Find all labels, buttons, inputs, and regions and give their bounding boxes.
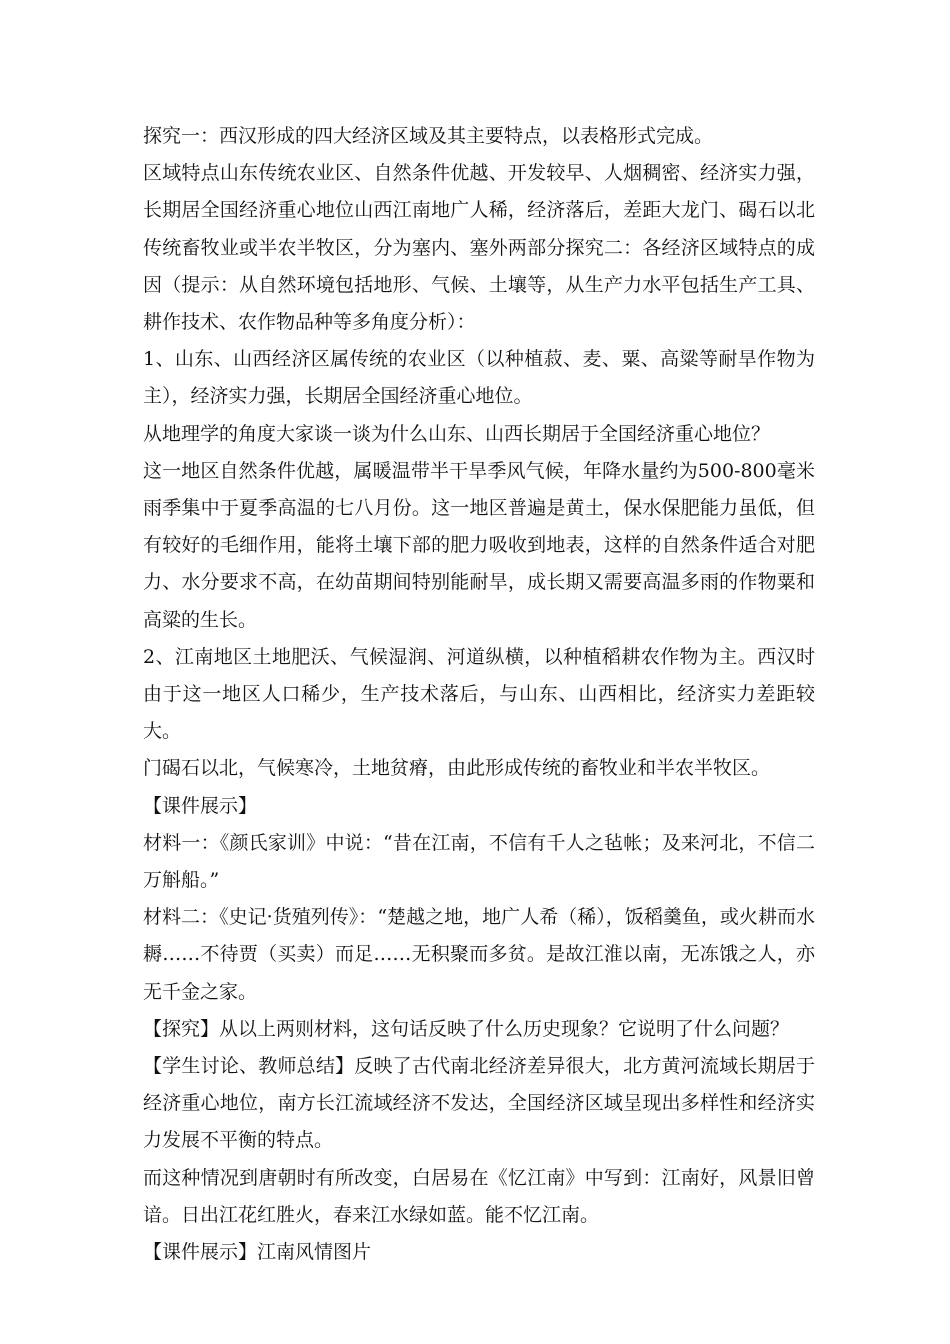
paragraph-material-one: 材料一：《颜氏家训》中说：“昔在江南，不信有千人之毡帐；及来河北，不信二万斛船。” <box>143 831 815 892</box>
paragraph-discussion-summary: 【学生讨论、教师总结】反映了古代南北经济差异很大，北方黄河流域长期居于经济重心地位，南方长江流域经济不发达，全国经济区域呈现出多样性和经济实力发展不平衡的特点。 <box>143 1055 815 1152</box>
paragraph-region-features: 区域特点山东传统农业区、自然条件优越、开发较早、人烟稠密、经济实力强，长期居全国经济重心地位山西江南地广人稀，经济落后，差距大龙门、碣石以北传统畜牧业或半农半牧区，分为塞内、塞外两部分探究二：各经济区域特点的成因（提示：从自然环境包括地形、气候、土壤等，从生产力水平包括生产工具、耕作技术、农作物品种等多角度分析）： <box>143 162 815 334</box>
paragraph-inquiry-one: 探究一：西汉形成的四大经济区域及其主要特点，以表格形式完成。 <box>143 125 714 147</box>
paragraph-jiangnan: 2、江南地区土地肥沃、气候湿润、河道纵横，以种植稻耕农作物为主。西汉时由于这一地区人口稀少，生产技术落后，与山东、山西相比，经济实力差距较大。 <box>143 645 815 743</box>
document-body <box>143 118 815 1271</box>
paragraph-shandong-shanxi: 1、山东、山西经济区属传统的农业区（以种植菽、麦、粟、高粱等耐旱作物为主），经济实力强，长期居全国经济重心地位。 <box>143 348 815 408</box>
paragraph-courseware-heading: 【课件展示】 <box>143 794 258 817</box>
paragraph-north-of-jieshi: 门碣石以北，气候寒冷，土地贫瘠，由此形成传统的畜牧业和半农半牧区。 <box>143 757 771 780</box>
paragraph-geography-question: 从地理学的角度大家谈一谈为什么山东、山西长期居于全国经济重心地位？ <box>143 422 771 445</box>
paragraph-natural-conditions: 这一地区自然条件优越，属暖温带半干旱季风气候，年降水量约为500-800毫米雨季集中于夏季高温的七八月份。这一地区普遍是黄土，保水保肥能力虽低，但有较好的毛细作用，能将土壤下部的肥力吸收到地表，这样的自然条件适合对肥力、水分要求不高，在幼苗期间特别能耐旱，成长期又需要高温多雨的作物粟和高粱的生长。 <box>143 459 815 631</box>
paragraph-inquiry-question: 【探究】从以上两则材料，这句话反映了什么历史现象？它说明了什么问题？ <box>143 1017 790 1040</box>
paragraph-material-two: 材料二：《史记·货殖列传》：“楚越之地，地广人希（稀），饭稻羹鱼，或火耕而水耨……不待贾（买卖）而足……无积聚而多贫。是故江淮以南，无冻饿之人，亦无千金之家。 <box>143 906 815 1003</box>
paragraph-tang-dynasty: 而这种情况到唐朝时有所改变，白居易在《忆江南》中写到：江南好，风景旧曾谙。日出江花红胜火，春来江水绿如蓝。能不忆江南。 <box>143 1166 815 1226</box>
paragraph-courseware-images: 【课件展示】江南风情图片 <box>143 1241 372 1264</box>
